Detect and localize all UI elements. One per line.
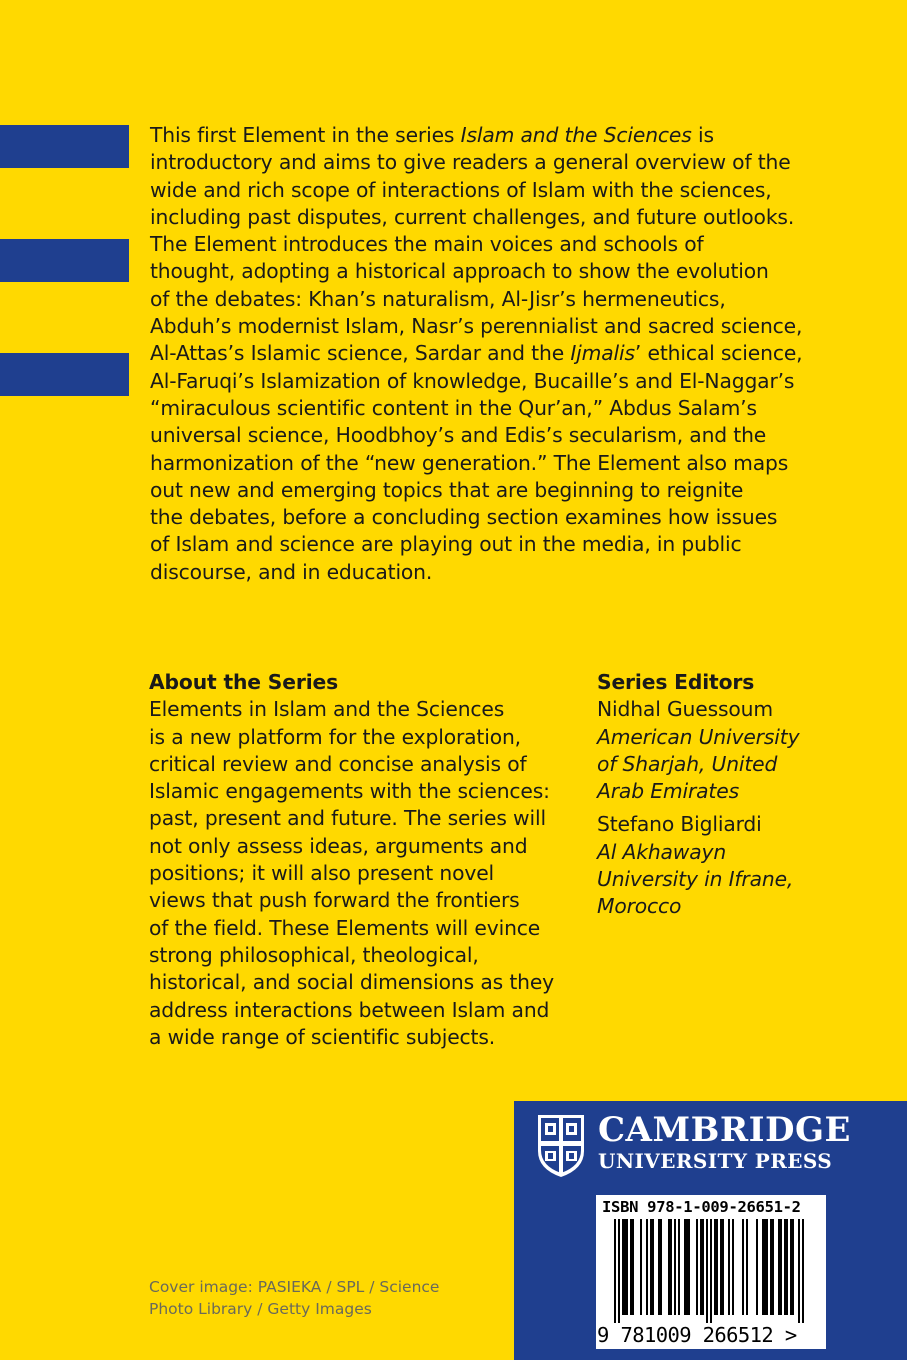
about-line: Elements in Islam and the Sciences [149, 697, 505, 722]
barcode-bar [688, 1219, 690, 1315]
barcode-bar [668, 1219, 670, 1315]
description-line [150, 450, 850, 477]
barcode-bar [702, 1219, 704, 1315]
barcode-bar [650, 1219, 652, 1315]
description-text: Al-Faruqi’s Islamization of knowledge, Bucaille’s and El-Naggar’s [150, 368, 795, 393]
barcode-bar [790, 1219, 792, 1315]
description-text: discourse, and in education. [150, 559, 433, 584]
barcode-bar [780, 1219, 782, 1315]
description-text: wide and rich scope of interactions of Islam with the sciences, [150, 177, 772, 202]
description-text: the debates, before a concluding section examines how issues [150, 505, 778, 530]
barcode-bar [624, 1219, 626, 1315]
description-text: “miraculous scientific content in the Qur’an,” Abdus Salam’s [150, 395, 757, 420]
description-text: harmonization of the “new generation.” The Element also maps [150, 450, 789, 475]
description-text: universal science, Hoodbhoy’s and Edis’s secularism, and the [150, 423, 767, 448]
description-text: Al-Attas’s Islamic science, Sardar and the [150, 341, 571, 366]
about-line: address interactions between Islam and [149, 997, 550, 1022]
description-text: Abduh’s modernist Islam, Nasr’s perennialist and sacred science, [150, 314, 803, 339]
about-line: views that push forward the frontiers [149, 888, 520, 913]
barcode-bar [762, 1219, 764, 1315]
barcode-bar [614, 1219, 616, 1323]
about-line: critical review and concise analysis of [149, 751, 527, 776]
barcode-bar [646, 1219, 648, 1315]
description-line [150, 122, 850, 149]
decorative-bar-2 [0, 239, 129, 282]
description-line [150, 422, 850, 449]
about-line: past, present and future. The series will [149, 806, 546, 831]
barcode-bar [772, 1219, 774, 1315]
barcode-bar [660, 1219, 662, 1315]
editors-heading: Series Editors [597, 670, 755, 694]
cover-image-credit [149, 1276, 489, 1320]
description-italic: Islam and the Sciences [460, 123, 692, 147]
description-text: The Element introduces the main voices and schools of [150, 232, 704, 257]
description-line [150, 531, 850, 558]
description-line [150, 313, 850, 340]
barcode-bar [696, 1219, 698, 1315]
barcode-bar [786, 1219, 788, 1315]
credit-line: Cover image: PASIEKA / SPL / Science [149, 1278, 440, 1296]
editor-affiliation: American University [597, 724, 800, 749]
book-description [150, 122, 850, 586]
about-line: strong philosophical, theological, [149, 942, 479, 967]
credit-line: Photo Library / Getty Images [149, 1300, 372, 1318]
barcode-bar [652, 1219, 654, 1315]
editor-affiliation: University in Ifrane, [597, 867, 794, 892]
about-line: a wide range of scientific subjects. [149, 1024, 496, 1049]
barcode-bar [746, 1219, 748, 1315]
barcode-bar [802, 1219, 804, 1323]
press-name [598, 1111, 851, 1173]
barcode-bar [632, 1219, 634, 1315]
barcode-bar [728, 1219, 730, 1315]
isbn-label: ISBN 978-1-009-26651-2 [602, 1198, 801, 1216]
isbn-barcode [596, 1195, 826, 1349]
description-text: out new and emerging topics that are beginning to reignite [150, 477, 744, 502]
press-name-main: CAMBRIDGE [598, 1110, 851, 1150]
description-line [150, 368, 850, 395]
barcode-bar [670, 1219, 672, 1315]
barcode-bar [684, 1219, 686, 1315]
barcode-digits: 9 781009 266512 > [597, 1323, 797, 1347]
about-text [149, 696, 589, 1051]
description-text: is [691, 123, 714, 147]
about-line: is a new platform for the exploration, [149, 724, 521, 749]
description-text: of the debates: Khan’s naturalism, Al-Jisr’s hermeneutics, [150, 286, 726, 311]
about-the-series [149, 669, 589, 1051]
description-line [150, 258, 850, 285]
barcode-bar [770, 1219, 772, 1315]
editor-name: Stefano Bigliardi [597, 812, 762, 837]
barcode-bars [606, 1219, 816, 1323]
description-line [150, 286, 850, 313]
description-text: of Islam and science are playing out in the media, in public [150, 532, 742, 557]
description-line [150, 149, 850, 176]
editor-name: Nidhal Guessoum [597, 697, 773, 722]
description-line [150, 559, 850, 586]
barcode-bar [716, 1219, 718, 1315]
description-text: thought, adopting a historical approach to show the evolution [150, 259, 769, 284]
barcode-bar [720, 1219, 722, 1315]
description-line [150, 504, 850, 531]
barcode-bar [792, 1219, 794, 1315]
barcode-bar [640, 1219, 642, 1315]
barcode-bar [630, 1219, 632, 1315]
barcode-bar [626, 1219, 628, 1315]
description-text: ’ ethical science, [634, 341, 803, 366]
barcode-bar [766, 1219, 768, 1315]
barcode-bar [714, 1219, 716, 1315]
about-line: of the field. These Elements will evince [149, 915, 541, 940]
description-text: This first Element in the series [150, 123, 461, 147]
editor-affiliation: Arab Emirates [597, 779, 739, 804]
editor-affiliation: Morocco [597, 894, 682, 919]
press-name-sub: UNIVERSITY PRESS [598, 1149, 833, 1173]
barcode-bar [798, 1219, 800, 1323]
description-line [150, 395, 850, 422]
barcode-bar [756, 1219, 758, 1315]
barcode-bar [706, 1219, 708, 1323]
barcode-bar [742, 1219, 744, 1315]
barcode-bar [678, 1219, 680, 1315]
description-text: introductory and aims to give readers a general overview of the [150, 150, 791, 175]
series-editors [597, 669, 897, 921]
description-line [150, 177, 850, 204]
about-heading: About the Series [149, 670, 339, 694]
cambridge-crest-icon [536, 1113, 586, 1179]
description-text: including past disputes, current challenges, and future outlooks. [150, 204, 795, 229]
publisher-block [514, 1101, 907, 1360]
editors-list [597, 696, 897, 920]
description-italic: Ijmalis [570, 341, 635, 366]
decorative-bar-1 [0, 125, 129, 168]
description-line [150, 204, 850, 231]
barcode-bar [686, 1219, 688, 1315]
description-line [150, 231, 850, 258]
barcode-bar [674, 1219, 676, 1315]
decorative-bar-3 [0, 353, 129, 396]
about-line: Islamic engagements with the sciences: [149, 779, 550, 804]
barcode-bar [700, 1219, 702, 1315]
description-line [150, 340, 850, 367]
barcode-bar [710, 1219, 712, 1323]
about-line: historical, and social dimensions as they [149, 970, 555, 995]
barcode-bar [784, 1219, 786, 1315]
barcode-bar [732, 1219, 734, 1315]
editor-affiliation: Al Akhawayn [597, 839, 727, 864]
barcode-bar [764, 1219, 766, 1315]
barcode-bar [622, 1219, 624, 1315]
description-line [150, 477, 850, 504]
barcode-bar [658, 1219, 660, 1315]
about-line: positions; it will also present novel [149, 861, 495, 886]
about-line: not only assess ideas, arguments and [149, 833, 528, 858]
barcode-bar [618, 1219, 620, 1323]
barcode-bar [722, 1219, 724, 1315]
barcode-bar [778, 1219, 780, 1315]
editor-affiliation: of Sharjah, United [597, 751, 778, 776]
